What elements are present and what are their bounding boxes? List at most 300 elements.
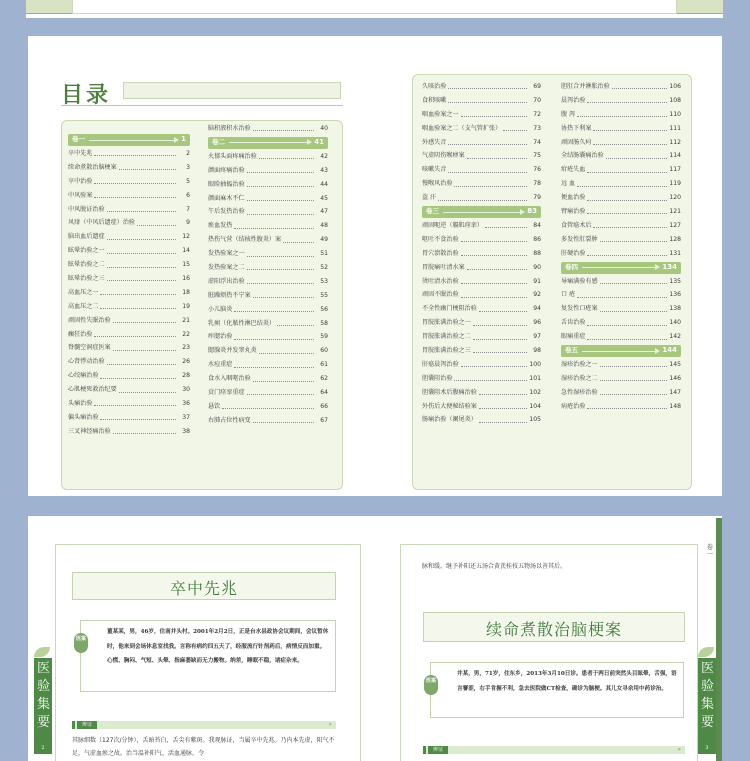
toc-entry[interactable]: [561, 80, 681, 94]
toc-entry[interactable]: [208, 219, 328, 233]
toc-entry[interactable]: [68, 189, 190, 203]
toc-entry-title: 舌齿治验: [561, 319, 586, 327]
toc-entry[interactable]: [422, 177, 541, 191]
dot-leader: [600, 394, 667, 395]
toc-entry-title: 咽血验案之二（支气管扩张）: [422, 124, 502, 132]
left-page-number: 2: [41, 745, 45, 751]
toc-entry[interactable]: [68, 425, 190, 439]
dot-leader: [234, 311, 314, 312]
toc-entry[interactable]: [68, 244, 190, 258]
toc-entry[interactable]: [561, 94, 681, 108]
toc-entry-title: 高血压之二: [68, 302, 99, 310]
toc-entry[interactable]: [561, 122, 681, 136]
toc-entry-page: 108: [669, 96, 681, 104]
toc-entry[interactable]: [561, 108, 681, 122]
toc-entry[interactable]: [208, 400, 328, 414]
left-side-tab: [34, 658, 52, 754]
dot-leader: [222, 408, 314, 409]
toc-entry-title: 慢喉风治验: [422, 180, 453, 188]
dot-leader: [600, 366, 667, 367]
toc-entry-page: 2: [186, 150, 190, 157]
toc-entry-page: 74: [533, 138, 541, 146]
dot-leader: [461, 241, 527, 242]
toc-entry-title: 胃脘胀满治验之一: [422, 319, 471, 327]
toc-entry-title: 气虚阴伤喉痹案: [422, 152, 465, 160]
arrow-right-icon: [229, 142, 310, 143]
toc-entry-page: 56: [320, 305, 328, 313]
toc-entry-page: 42: [320, 152, 328, 160]
toc-entry[interactable]: [68, 411, 190, 425]
toc-title: 目录: [61, 82, 112, 108]
toc-entry-title: 腮腺炎并发睾丸炎: [208, 347, 257, 355]
toc-entry-page: 131: [669, 249, 681, 257]
toc-entry-page: 90: [533, 263, 541, 271]
dot-leader: [253, 381, 314, 382]
content-spread: [28, 516, 722, 761]
toc-entry-page: 91: [533, 277, 541, 285]
juan-header[interactable]: [561, 345, 681, 357]
toc-entry[interactable]: [68, 230, 190, 244]
toc-entry-title: 贲门痉挛重症: [208, 389, 245, 397]
toc-entry[interactable]: [561, 191, 681, 205]
toc-entry[interactable]: [208, 164, 328, 178]
toc-entry[interactable]: [208, 414, 328, 428]
toc-entry[interactable]: [208, 289, 328, 303]
toc-entry-title: 多发性肛裂肿: [561, 235, 598, 243]
toc-entry-page: 69: [533, 83, 541, 90]
toc-entry-page: 106: [669, 83, 681, 90]
juan-label: 卷二: [212, 137, 225, 146]
toc-entry[interactable]: [68, 175, 190, 189]
toc-entry-title: 脑出血后遗症: [68, 233, 105, 241]
toc-entry-page: 60: [320, 347, 328, 355]
juan-header[interactable]: [422, 206, 541, 218]
right-page-title: 续命煮散治脑梗案: [485, 620, 622, 639]
toc-entry[interactable]: [422, 302, 541, 316]
toc-entry-title: 续命煮散治脑梗案: [68, 163, 117, 171]
left-body-text: 其脉细数（127次/分钟），舌暗苔白，舌尖有紫斑。我观脉证，当属卒中先兆。乃内本先虚，阳气不足，气虚血瘀之故。治当温补阳气，活血通脉，令: [72, 737, 335, 757]
toc-entry-title: 咽血验案之一: [422, 110, 459, 118]
toc-entry-title: 胆肛合并淋胀治验: [561, 83, 610, 90]
toc-entry[interactable]: [422, 108, 541, 122]
toc-entry-page: 98: [533, 347, 541, 355]
arrow-right-icon: [582, 267, 658, 268]
toc-entry[interactable]: [208, 261, 328, 275]
toc-entry-page: 104: [529, 402, 541, 410]
dot-leader: [600, 311, 667, 312]
dot-leader: [479, 311, 527, 312]
toc-entry-title: 晨泻治验: [561, 96, 586, 104]
toc-entry-title: 心肌梗死救治纪要: [68, 386, 117, 394]
dot-leader: [461, 283, 527, 284]
toc-entry-page: 43: [320, 166, 328, 174]
toc-entry[interactable]: [422, 136, 541, 150]
toc-entry-title: 眼睑抽搐治验: [208, 180, 245, 188]
toc-entry[interactable]: [561, 386, 681, 400]
dot-leader: [100, 378, 176, 379]
dot-leader: [479, 394, 527, 395]
toc-entry[interactable]: [422, 372, 541, 386]
toc-entry[interactable]: [422, 344, 541, 358]
right-leaf-ornament: [698, 647, 714, 657]
toc-entry[interactable]: [68, 355, 190, 369]
toc-entry-page: 138: [669, 305, 681, 313]
toc-entry[interactable]: [68, 216, 190, 230]
toc-entry-page: 37: [182, 413, 190, 421]
toc-entry-page: 128: [669, 235, 681, 243]
dot-leader: [485, 227, 527, 228]
toc-entry[interactable]: [68, 147, 190, 161]
toc-entry-title: 胃脘胀满治验之二: [422, 333, 471, 341]
toc-entry[interactable]: [422, 261, 541, 275]
toc-entry-title: 湿疹治验之二: [561, 374, 598, 382]
toc-entry-page: 67: [320, 416, 328, 424]
toc-entry[interactable]: [561, 275, 681, 289]
toc-entry-title: 发热验案之一: [208, 250, 245, 258]
dot-leader: [473, 325, 527, 326]
toc-entry-page: 19: [182, 302, 190, 310]
right-case-text: 井某，男，71岁，住东乡，2013年3月10日诊。患者于两日前突然头目眩晕，舌强，语言謇涩，右手肯握不利，急去医院做CT检查，确诊为脑梗。其儿女寻余用中药诊治。: [457, 671, 677, 692]
toc-entry-title: 火郁头面疼痛治验: [208, 152, 257, 160]
dot-leader: [247, 186, 314, 187]
toc-entry-page: 117: [669, 166, 681, 174]
toc-entry[interactable]: [422, 288, 541, 302]
toc-entry-title: 脊髓空洞症医案: [68, 344, 111, 352]
dot-leader: [100, 294, 176, 295]
toc-entry[interactable]: [68, 383, 190, 397]
strip-left-corner: [26, 0, 72, 14]
juan-page: 41: [314, 137, 324, 146]
toc-entry[interactable]: [68, 369, 190, 383]
dot-leader: [113, 350, 176, 351]
toc-entry[interactable]: [561, 163, 681, 177]
dot-leader: [448, 102, 527, 103]
toc-entry-page: 9: [186, 219, 190, 227]
toc-entry-page: 86: [533, 235, 541, 243]
right-edge-tab: [716, 518, 722, 761]
toc-entry-title: 肠痛治验（阑尾炎）: [422, 416, 477, 424]
toc-entry-page: 136: [669, 291, 681, 299]
chevron-right-icon: »: [328, 721, 332, 728]
dot-leader: [593, 130, 667, 131]
toc-entry-title: 顽固肠久疴: [561, 138, 592, 146]
toc-entry-page: 72: [533, 110, 541, 118]
toc-entry[interactable]: [208, 344, 328, 358]
toc-entry-title: 胆囊阻治验: [422, 374, 453, 382]
dot-leader: [577, 297, 667, 298]
toc-entry-title: 疳疮失血: [561, 166, 586, 174]
dot-leader: [473, 339, 527, 340]
toc-entry[interactable]: [561, 372, 681, 386]
toc-entry-page: 26: [182, 358, 190, 366]
toc-entry-page: 78: [533, 180, 541, 188]
dot-leader: [247, 283, 314, 284]
dot-leader: [107, 364, 176, 365]
toc-entry-title: 全结肠囊痛治验: [561, 152, 604, 160]
toc-entry[interactable]: [208, 150, 328, 164]
toc-entry[interactable]: [208, 275, 328, 289]
toc-entry-page: 14: [182, 247, 190, 255]
toc-entry-page: 148: [669, 402, 681, 410]
toc-entry-page: 21: [182, 316, 190, 324]
dot-leader: [107, 267, 176, 268]
toc-title-rule: [61, 105, 343, 106]
toc-entry-title: 脏躁烦热不宁案: [208, 291, 251, 299]
juan-header[interactable]: [68, 134, 190, 146]
toc-entry-page: 48: [320, 222, 328, 230]
dot-leader: [448, 88, 527, 89]
toc-entry-page: 111: [669, 124, 681, 132]
toc-entry-title: 食积咳嗽: [422, 96, 447, 104]
toc-entry[interactable]: [561, 205, 681, 219]
toc-entry-page: 36: [182, 400, 190, 408]
dot-leader: [454, 380, 527, 381]
strip-middle: [72, 0, 677, 14]
dot-leader: [107, 239, 176, 240]
toc-entry-page: 49: [320, 236, 328, 244]
toc-entry[interactable]: [208, 233, 328, 247]
toc-entry[interactable]: [422, 233, 541, 247]
toc-entry[interactable]: [208, 372, 328, 386]
toc-entry-page: 58: [320, 319, 328, 327]
toc-entry[interactable]: [422, 316, 541, 330]
toc-entry-page: 110: [669, 110, 681, 118]
left-case-box: [75, 620, 336, 692]
toc-entry-title: 眼痛重症: [561, 333, 586, 341]
toc-entry-title: 外伤后大便秘结验案: [422, 402, 477, 410]
toc-entry-page: 52: [320, 264, 328, 272]
dot-leader: [448, 144, 527, 145]
dot-leader: [107, 253, 176, 254]
toc-entry-title: 病疮治验: [561, 402, 586, 410]
toc-entry[interactable]: [422, 247, 541, 261]
toc-entry-title: 久咳治验: [422, 83, 447, 90]
juan-label: 卷一: [72, 135, 85, 144]
dot-leader: [137, 225, 176, 226]
toc-entry[interactable]: [561, 330, 681, 344]
toc-entry[interactable]: [561, 316, 681, 330]
toc-entry[interactable]: [208, 192, 328, 206]
toc-entry-page: 100: [529, 360, 541, 368]
juan-label: 卷三: [426, 207, 439, 216]
right-band-label: 辨证: [428, 746, 448, 754]
toc-entry-title: 悬饮: [208, 402, 221, 410]
toc-entry[interactable]: [422, 219, 541, 233]
toc-entry-title: 热伤气营（结核性腹炎）案: [208, 236, 282, 244]
dot-leader: [94, 336, 176, 337]
dot-leader: [94, 405, 176, 406]
juan-page: 83: [527, 207, 537, 216]
right-intro-text: 脉和缓。继予补阳还五汤合黄芪桂枝五物汤以善其后。: [422, 563, 567, 570]
right-section-band: [423, 746, 685, 754]
toc-entry-page: 62: [320, 375, 328, 383]
toc-entry-title: 心肾悸动治验: [68, 358, 105, 366]
juan-header[interactable]: [208, 137, 328, 149]
case-icon: 医案: [424, 675, 438, 695]
right-edge-juan-label: 卷一: [707, 544, 714, 558]
dot-leader: [587, 172, 667, 173]
toc-entry-title: 臂痛治验: [561, 208, 586, 216]
toc-entry[interactable]: [68, 272, 190, 286]
toc-entry[interactable]: [561, 288, 681, 302]
toc-entry[interactable]: [561, 400, 681, 414]
toc-entry-title: 眩晕治验之三: [68, 275, 105, 283]
toc-entry[interactable]: [561, 219, 681, 233]
dot-leader: [587, 325, 667, 326]
toc-entry-page: 66: [320, 402, 328, 410]
toc-entry-page: 114: [669, 152, 681, 160]
toc-entry[interactable]: [422, 275, 541, 289]
toc-entry[interactable]: [208, 247, 328, 261]
toc-entry[interactable]: [208, 358, 328, 372]
toc-entry[interactable]: [422, 122, 541, 136]
toc-entry-page: 146: [669, 374, 681, 382]
dot-leader: [600, 241, 667, 242]
toc-entry-title: 卒中治验: [68, 177, 93, 185]
right-side-tab: [698, 658, 716, 754]
toc-entry-title: 瘀血发热: [208, 222, 233, 230]
toc-entry-title: 咳嗽失音: [422, 166, 447, 174]
toc-entry-page: 75: [533, 152, 541, 160]
toc-entry[interactable]: [422, 80, 541, 94]
toc-entry-title: 高血压之一: [68, 288, 99, 296]
toc-entry-page: 15: [182, 261, 190, 269]
dot-leader: [247, 394, 314, 395]
toc-entry[interactable]: [208, 386, 328, 400]
dot-leader: [479, 422, 527, 423]
toc-entry-title: 卒中先兆: [68, 150, 93, 157]
toc-entry[interactable]: [208, 330, 328, 344]
toc-entry-title: 痄腮治验: [208, 333, 233, 341]
toc-entry[interactable]: [68, 161, 190, 175]
toc-entry-page: 7: [186, 205, 190, 213]
toc-entry-title: 偏头痛治验: [68, 413, 99, 421]
toc-entry[interactable]: [422, 386, 541, 400]
toc-entry-page: 44: [320, 180, 328, 188]
toc-entry[interactable]: [208, 178, 328, 192]
dot-leader: [593, 227, 667, 228]
toc-entry-title: 肝硬治验: [561, 249, 586, 257]
strip-right-corner: [677, 0, 723, 14]
toc-entry-title: 食管癌术后: [561, 221, 592, 229]
toc-entry[interactable]: [422, 413, 541, 427]
toc-entry-page: 119: [669, 180, 681, 188]
toc-entry[interactable]: [422, 358, 541, 372]
toc-entry-title: 胃脘胀满治验之三: [422, 347, 471, 355]
dot-leader: [94, 155, 176, 156]
arrow-right-icon: [443, 212, 523, 213]
toc-entry[interactable]: [68, 341, 190, 355]
toc-entry[interactable]: [208, 122, 328, 136]
dot-leader: [247, 172, 314, 173]
right-case-box: [425, 662, 684, 718]
toc-entry[interactable]: [561, 177, 681, 191]
dot-leader: [461, 366, 527, 367]
dot-leader: [234, 228, 314, 229]
toc-entry[interactable]: [422, 94, 541, 108]
toc-entry[interactable]: [208, 303, 328, 317]
toc-entry[interactable]: [208, 205, 328, 219]
toc-entry[interactable]: [422, 163, 541, 177]
toc-entry-page: 47: [320, 208, 328, 216]
dot-leader: [253, 130, 314, 131]
toc-entry-title: 便血治验: [561, 194, 586, 202]
toc-entry-title: 不全性幽门梗阻治验: [422, 305, 477, 313]
toc-entry[interactable]: [422, 191, 541, 205]
right-page-frame: [400, 544, 698, 761]
dot-leader: [503, 130, 527, 131]
toc-entry-page: 140: [669, 319, 681, 327]
toc-entry-page: 64: [320, 389, 328, 397]
toc-entry[interactable]: [422, 400, 541, 414]
toc-entry[interactable]: [68, 314, 190, 328]
toc-entry[interactable]: [68, 258, 190, 272]
dot-leader: [461, 116, 527, 117]
toc-entry-page: 121: [669, 208, 681, 216]
toc-entry[interactable]: [208, 317, 328, 331]
toc-entry-page: 55: [320, 291, 328, 299]
toc-entry-title: 头痛治验: [68, 400, 93, 408]
toc-entry-page: 70: [533, 96, 541, 104]
toc-entry[interactable]: [561, 247, 681, 261]
dot-leader: [473, 352, 527, 353]
toc-entry[interactable]: [68, 328, 190, 342]
toc-entry[interactable]: [68, 203, 190, 217]
dot-leader: [467, 269, 527, 270]
toc-entry[interactable]: [561, 136, 681, 150]
toc-entry-page: 101: [529, 374, 541, 382]
toc-entry-page: 3: [186, 163, 190, 171]
toc-entry[interactable]: [68, 397, 190, 411]
toc-entry-page: 16: [182, 275, 190, 283]
toc-entry-page: 102: [529, 388, 541, 396]
toc-entry-page: 112: [669, 138, 681, 146]
toc-entry-page: 40: [320, 125, 328, 132]
dot-leader: [100, 419, 176, 420]
toc-entry-title: 顽固不眠治验: [422, 291, 459, 299]
toc-entry-page: 28: [182, 372, 190, 380]
dot-leader: [461, 255, 527, 256]
toc-entry-title: 眩晕治验之一: [68, 247, 105, 255]
toc-entry[interactable]: [561, 149, 681, 163]
juan-header[interactable]: [561, 262, 681, 274]
toc-column-3: [422, 80, 541, 427]
toc-entry-page: 79: [533, 194, 541, 202]
juan-label: 卷五: [565, 346, 578, 355]
toc-entry-title: 风痱（中风后遗症）治验: [68, 219, 136, 227]
dot-leader: [461, 297, 527, 298]
toc-entry[interactable]: [422, 330, 541, 344]
toc-entry[interactable]: [561, 233, 681, 247]
toc-entry[interactable]: [68, 286, 190, 300]
toc-entry-page: 5: [186, 177, 190, 185]
left-band-label: 辨证: [77, 721, 97, 729]
toc-entry[interactable]: [422, 149, 541, 163]
toc-entry-title: 乳痈（化脓性淋巴结炎）: [208, 319, 276, 327]
dot-leader: [119, 169, 176, 170]
toc-entry-page: 147: [669, 388, 681, 396]
dot-leader: [577, 116, 667, 117]
toc-entry-title: 小儿脑炎: [208, 305, 233, 313]
dot-leader: [259, 158, 314, 159]
toc-entry-page: 76: [533, 166, 541, 174]
toc-entry[interactable]: [561, 302, 681, 316]
toc-entry[interactable]: [561, 358, 681, 372]
dot-leader: [119, 392, 176, 393]
right-side-title: 医验集要: [701, 661, 715, 730]
toc-entry[interactable]: [68, 300, 190, 314]
toc-entry-page: 30: [182, 386, 190, 394]
